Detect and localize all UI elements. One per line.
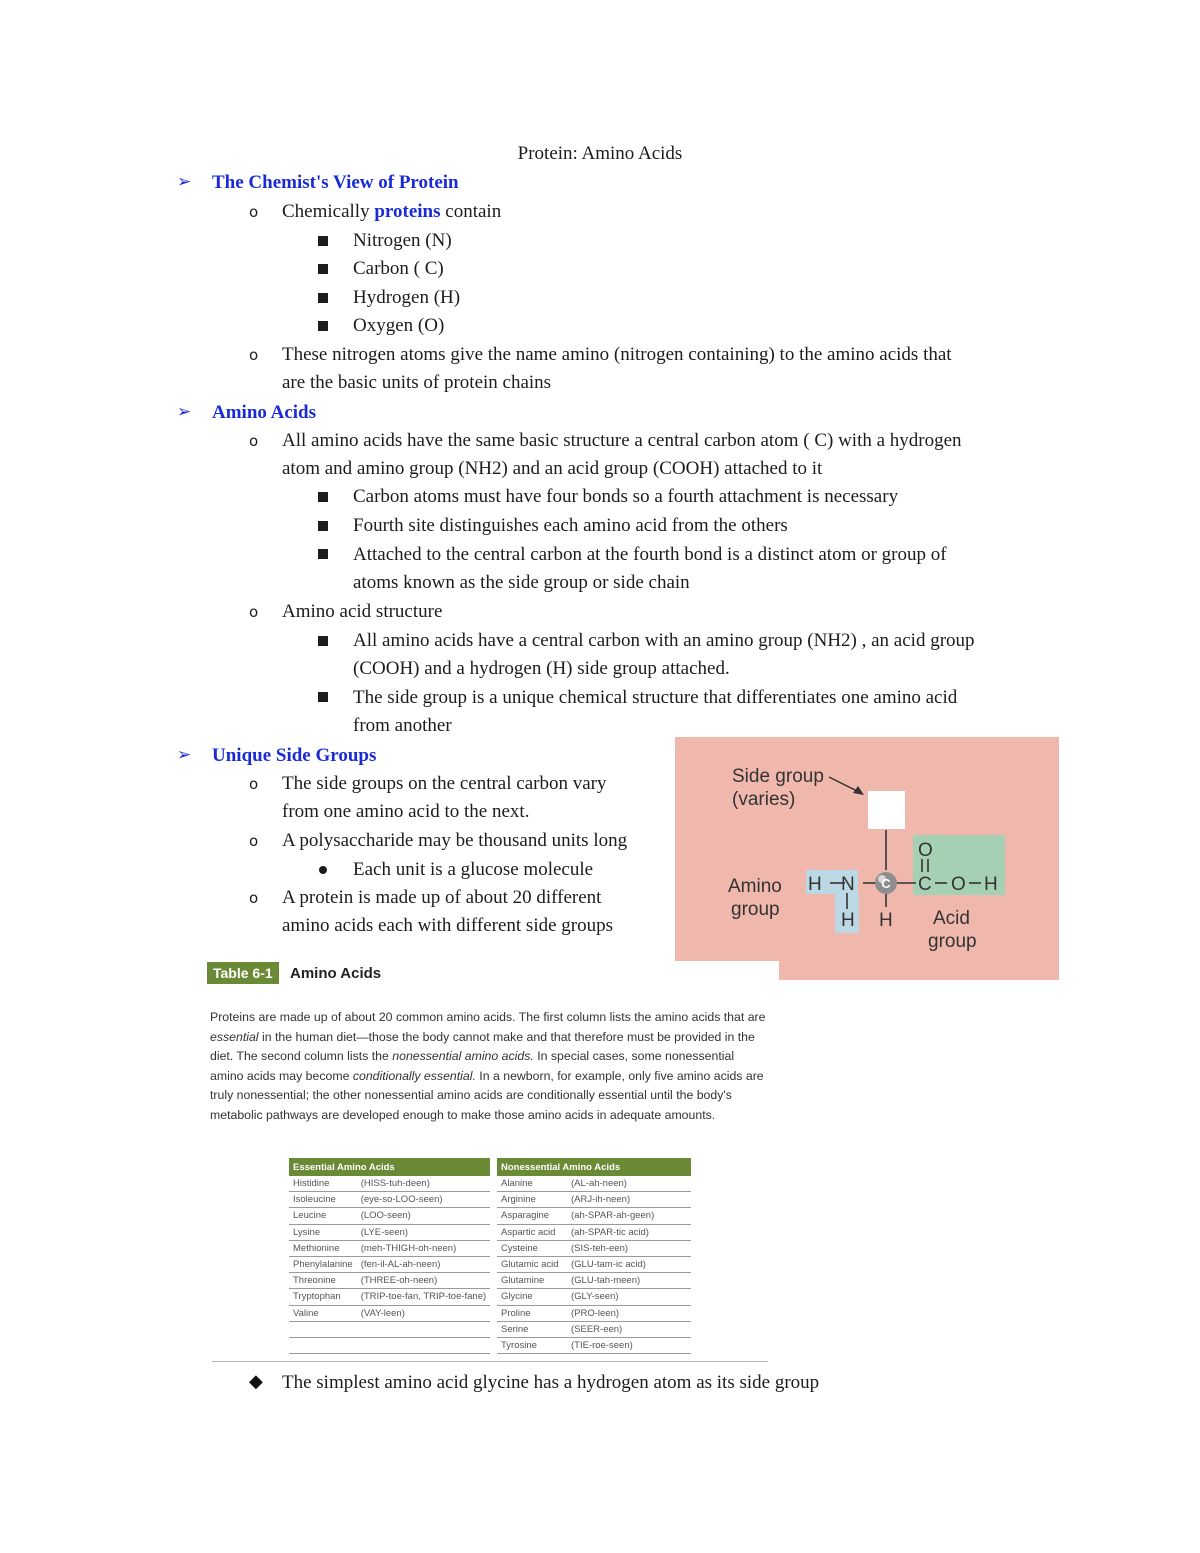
side-group-label: Side group [732,766,824,787]
square-bullet-icon [318,321,328,331]
pronunciation-cell: (HISS-tuh-deen) [357,1176,490,1192]
list-item: Amino acid structure [282,601,443,622]
table-row [497,1176,691,1192]
dot-bullet-icon [319,866,327,874]
table-row [497,1289,691,1305]
amino-acid-name-cell: Serine [497,1321,567,1337]
pronunciation-cell: (LYE-seen) [357,1224,490,1240]
list-item: Nitrogen (N) [353,230,452,251]
pronunciation-cell: (GLU-tah-meen) [567,1273,691,1289]
text-segment: In a newborn, for example, only five amino acids are truly nonessential; the other nonessential amino acids are conditionally essential until the body's metabolic pathways are developed enough to make those amino acids in adequate amounts. [210,1068,764,1122]
amino-acid-name-cell: Glutamine [497,1273,567,1289]
pronunciation-cell [357,1321,490,1337]
table-row [289,1208,490,1224]
table-row [497,1273,691,1289]
amino-acid-name-cell: Leucine [289,1208,357,1224]
acid-h-atom: H [984,874,998,895]
emphasis: conditionally essential. [352,1068,476,1083]
table-row [289,1224,490,1240]
table-row [289,1289,490,1305]
list-item-continuation: atom and amino group (NH2) and an acid group (COOH) attached to it [282,458,823,479]
square-bullet-icon [318,236,328,246]
list-item: A protein is made up of about 20 different [282,887,602,908]
amino-acid-name-cell [289,1321,357,1337]
table-row [497,1192,691,1208]
text-segment: Proteins are made up of about 20 common amino acids. The first column lists the amino acids that are [210,1010,766,1024]
table-row [289,1240,490,1256]
square-bullet-icon [318,692,328,702]
table-row [497,1224,691,1240]
acid-double-o-atom: O [918,840,933,861]
amino-acid-name-cell: Aspartic acid [497,1224,567,1240]
table-intro-paragraph [210,1008,770,1126]
pronunciation-cell: (TIE-roe-seen) [567,1337,691,1353]
amino-acid-name-cell: Tryptophan [289,1289,357,1305]
pronunciation-cell: (AL-ah-neen) [567,1176,691,1192]
table-row [289,1273,490,1289]
square-bullet-icon [318,293,328,303]
list-item-continuation: (COOH) and a hydrogen (H) side group attached. [353,658,730,679]
amino-acid-name-cell: Cysteine [497,1240,567,1256]
amino-acid-name-cell: Arginine [497,1192,567,1208]
list-item-continuation: from another [353,715,452,736]
amino-acid-name-cell: Glutamic acid [497,1256,567,1272]
amino-acid-name-cell: Isoleucine [289,1192,357,1208]
pronunciation-cell: (VAY-leen) [357,1305,490,1321]
list-item: Hydrogen (H) [353,287,461,308]
list-item: These nitrogen atoms give the name amino (nitrogen containing) to the amino acids that [282,344,952,365]
highlight-term: proteins [374,201,441,222]
text-segment: contain [440,201,502,222]
table-badge: Table 6-1 [207,962,279,984]
circle-bullet-icon: o [249,603,259,621]
list-item-continuation: amino acids each with different side groups [282,915,613,936]
pronunciation-cell: (THREE-oh-neen) [357,1273,490,1289]
text-segment: Chemically [282,201,375,222]
amino-acid-name-cell: Proline [497,1305,567,1321]
horizontal-rule [212,1361,768,1362]
text-segment: In special cases, some nonessential amino acids may become [210,1049,735,1083]
square-bullet-icon [318,549,328,559]
list-item: The simplest amino acid glycine has a hydrogen atom as its side group [282,1372,820,1393]
amino-acid-name-cell: Glycine [497,1289,567,1305]
circle-bullet-icon: o [249,775,259,793]
amino-acid-name-cell: Phenylalanine [289,1256,357,1272]
square-bullet-icon [318,636,328,646]
list-item: All amino acids have a central carbon with an amino group (NH2) , an acid group [353,630,975,651]
table-row [497,1305,691,1321]
list-item: Oxygen (O) [353,315,445,336]
pronunciation-cell [357,1337,490,1353]
table-row [497,1208,691,1224]
table-row [289,1305,490,1321]
table-row [289,1337,490,1353]
list-item-continuation: from one amino acid to the next. [282,801,530,822]
acid-group-sublabel: group [928,931,977,952]
amino-acids-table-figure [205,960,775,1355]
list-item: All amino acids have the same basic structure a central carbon atom ( C) with a hydrogen [282,430,962,451]
table-row [497,1337,691,1353]
list-item-continuation: are the basic units of protein chains [282,372,552,393]
pronunciation-cell: (GLU-tam-ic acid) [567,1256,691,1272]
diamond-bullet-icon: ◆ [249,1371,263,1392]
list-item: Each unit is a glucose molecule [353,859,594,880]
list-item: Carbon ( C) [353,258,444,279]
central-carbon-label: C [881,876,891,891]
circle-bullet-icon: o [249,203,259,221]
section-heading-amino-acids: Amino Acids [212,402,316,423]
circle-bullet-icon: o [249,889,259,907]
pronunciation-cell: (eye-so-LOO-seen) [357,1192,490,1208]
table-row [497,1240,691,1256]
amino-group-label: Amino [728,876,782,897]
amino-acid-name-cell: Asparagine [497,1208,567,1224]
pronunciation-cell: (SIS-teh-een) [567,1240,691,1256]
section-heading-chemists-view: The Chemist's View of Protein [212,172,459,193]
amino-lower-h-atom: H [841,910,855,931]
nonessential-amino-acids-table [497,1158,691,1354]
amino-group-sublabel: group [731,899,780,920]
table-row [497,1256,691,1272]
square-bullet-icon [318,521,328,531]
pronunciation-cell: (ARJ-ih-neen) [567,1192,691,1208]
circle-bullet-icon: o [249,432,259,450]
amino-acid-name-cell [289,1337,357,1353]
list-item: Fourth site distinguishes each amino acid from the others [353,515,788,536]
table-row [289,1176,490,1192]
pronunciation-cell: (ah-SPAR-tic acid) [567,1224,691,1240]
pronunciation-cell: (PRO-leen) [567,1305,691,1321]
section-heading-unique-side-groups: Unique Side Groups [212,745,377,766]
amino-acid-structure-diagram [675,737,1059,980]
list-item: Attached to the central carbon at the fourth bond is a distinct atom or group of [353,544,947,565]
nonessential-table-header: Nonessential Amino Acids [497,1158,691,1176]
pronunciation-cell: (SEER-een) [567,1321,691,1337]
emphasis: essential [210,1029,259,1044]
pronunciation-cell: (meh-THIGH-oh-neen) [357,1240,490,1256]
table-row [289,1321,490,1337]
pronunciation-cell: (fen-il-AL-ah-neen) [357,1256,490,1272]
table-title: Amino Acids [290,965,382,982]
amino-acid-name-cell: Alanine [497,1176,567,1192]
pronunciation-cell: (GLY-seen) [567,1289,691,1305]
carbon-lower-h-atom: H [879,910,893,931]
table-row [289,1256,490,1272]
text-segment: in the human diet—those the body cannot make and that therefore must be provided in the diet. The second column lists the [210,1029,755,1064]
square-bullet-icon [318,264,328,274]
pronunciation-cell: (TRIP-toe-fan, TRIP-toe-fane) [357,1289,490,1305]
arrow-bullet-icon: ➢ [177,402,192,422]
list-item: The side groups on the central carbon vary [282,773,607,794]
list-item: The side group is a unique chemical structure that differentiates one amino acid [353,687,958,708]
list-item: A polysaccharide may be thousand units long [282,830,628,851]
table-row [289,1192,490,1208]
table-row [497,1321,691,1337]
arrow-bullet-icon: ➢ [177,745,192,765]
page-title: Protein: Amino Acids [517,143,683,164]
amino-acid-name-cell: Valine [289,1305,357,1321]
list-item [282,200,501,224]
circle-bullet-icon: o [249,832,259,850]
arrow-bullet-icon: ➢ [177,172,192,192]
pronunciation-cell: (LOO-seen) [357,1208,490,1224]
essential-amino-acids-table [289,1158,490,1354]
pronunciation-cell: (ah-SPAR-ah-geen) [567,1208,691,1224]
side-group-box [868,791,905,829]
amino-acid-name-cell: Tyrosine [497,1337,567,1353]
amino-acid-name-cell: Histidine [289,1176,357,1192]
circle-bullet-icon: o [249,346,259,364]
amino-n-atom: N [841,874,855,895]
amino-acid-name-cell: Threonine [289,1273,357,1289]
acid-c-atom: C [918,874,932,895]
acid-group-label: Acid [933,908,970,929]
list-item: Carbon atoms must have four bonds so a fourth attachment is necessary [353,486,899,507]
amino-h-atom: H [808,874,822,895]
square-bullet-icon [318,492,328,502]
essential-table-header: Essential Amino Acids [289,1158,490,1176]
list-item-continuation: atoms known as the side group or side chain [353,572,690,593]
acid-o-atom: O [951,874,966,895]
amino-acid-name-cell: Methionine [289,1240,357,1256]
side-group-sublabel: (varies) [732,789,796,810]
amino-acid-name-cell: Lysine [289,1224,357,1240]
emphasis: nonessential amino acids. [392,1049,534,1064]
